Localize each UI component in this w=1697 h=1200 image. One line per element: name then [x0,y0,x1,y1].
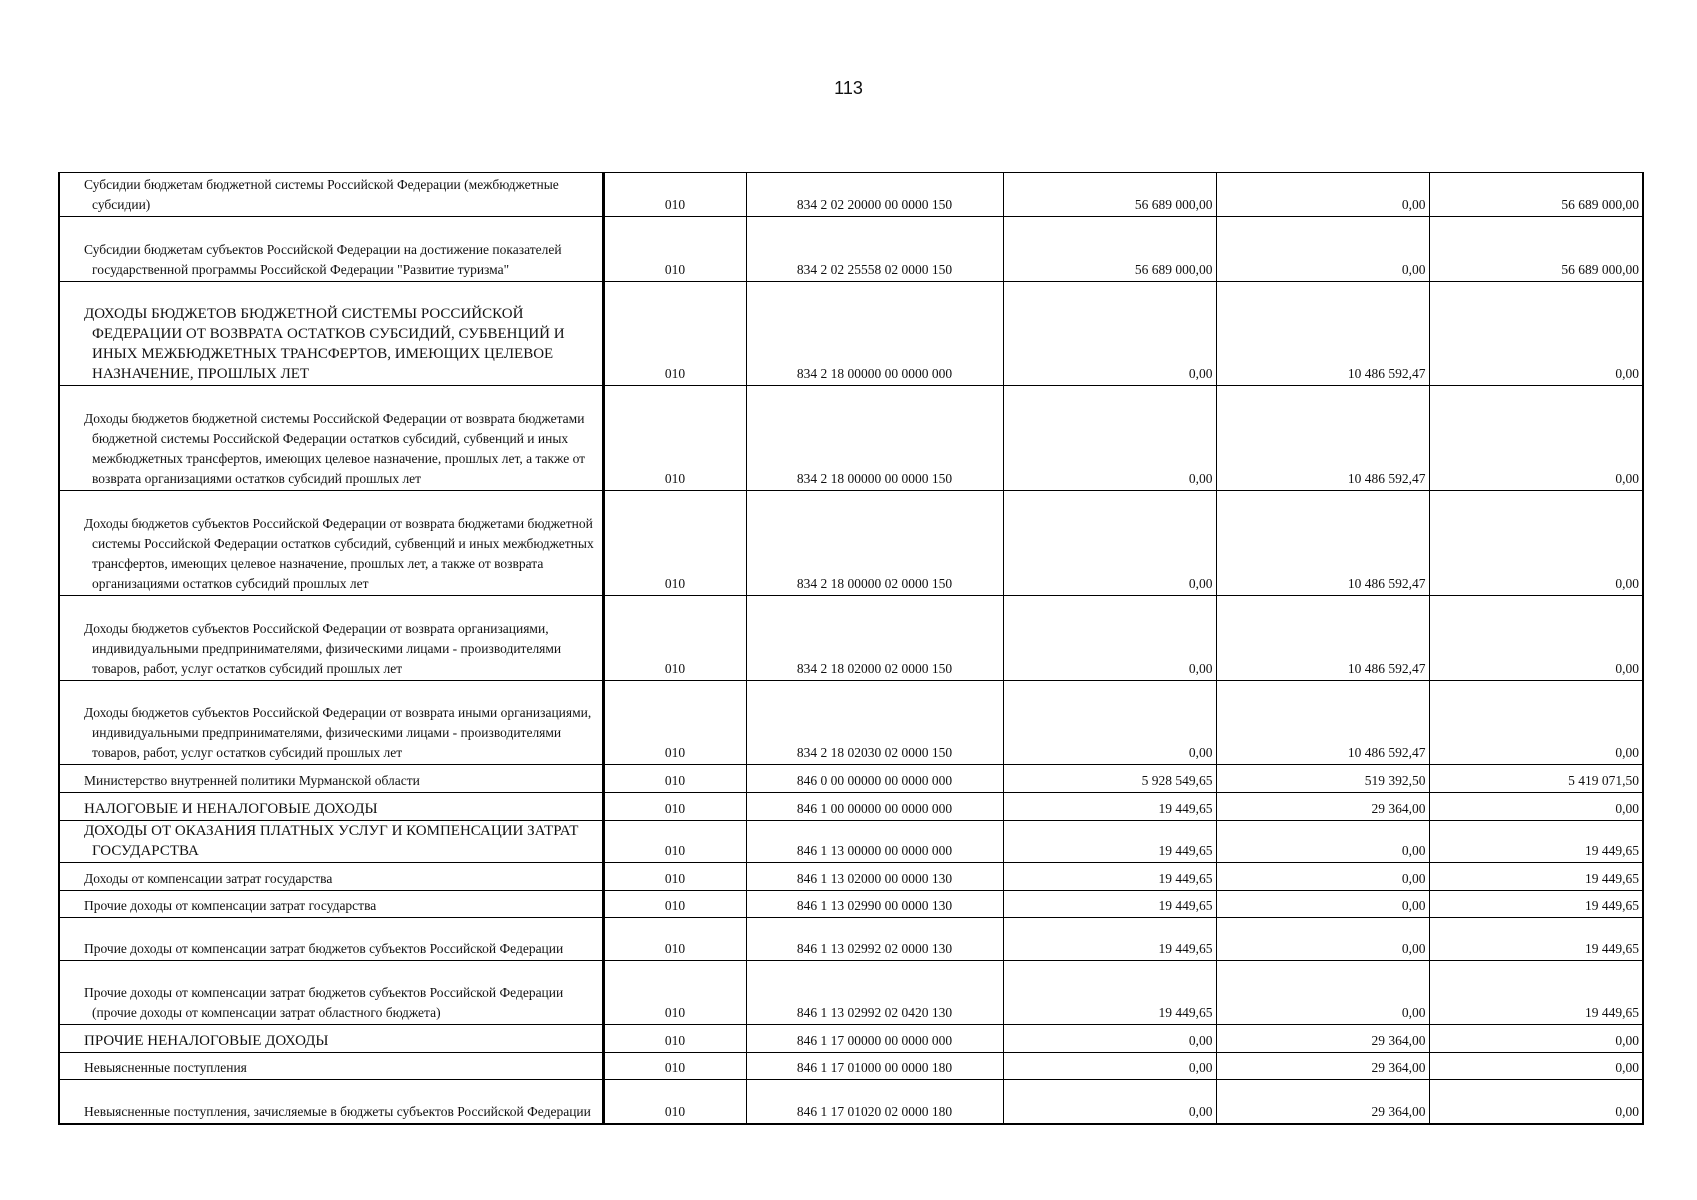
row-classification-code: 834 2 18 02000 02 0000 150 [746,596,1003,681]
row-description: Доходы от компенсации затрат государства [59,863,603,891]
row-description: Доходы бюджетов субъектов Российской Федерации от возврата бюджетами бюджетной системы Российской Федерации остатков субсидий, субвенций и иных межбюджетных трансфертов, имеющих целевое назначение, прошлых лет, а также от возврата организациями остатков субсидий прошлых лет [59,491,603,596]
row-value-1: 19 449,65 [1003,793,1216,821]
row-line-code: 010 [603,961,746,1025]
row-value-1: 19 449,65 [1003,961,1216,1025]
row-value-3: 0,00 [1429,1025,1643,1053]
table-row [59,596,1643,681]
row-classification-code: 834 2 02 20000 00 0000 150 [746,173,1003,217]
table-row [59,173,1643,217]
row-value-3: 19 449,65 [1429,863,1643,891]
row-value-2: 519 392,50 [1216,765,1429,793]
row-line-code: 010 [603,596,746,681]
table-row [59,793,1643,821]
row-description: Прочие доходы от компенсации затрат бюджетов субъектов Российской Федерации [59,918,603,961]
row-classification-code: 846 1 13 02992 02 0420 130 [746,961,1003,1025]
table-row [59,491,1643,596]
row-value-2: 29 364,00 [1216,1080,1429,1124]
row-line-code: 010 [603,1080,746,1124]
row-line-code: 010 [603,765,746,793]
row-value-3: 0,00 [1429,793,1643,821]
row-line-code: 010 [603,821,746,863]
row-description: Доходы бюджетов субъектов Российской Федерации от возврата иными организациями, индивидуальными предпринимателями, физическими лицами - производителями товаров, работ, услуг остатков субсидий прошлых лет [59,681,603,765]
table-row [59,765,1643,793]
table-row [59,891,1643,918]
row-description: Невыясненные поступления, зачисляемые в бюджеты субъектов Российской Федерации [59,1080,603,1124]
row-value-3: 5 419 071,50 [1429,765,1643,793]
table-row [59,961,1643,1025]
row-value-3: 0,00 [1429,681,1643,765]
row-value-2: 0,00 [1216,918,1429,961]
row-description: Министерство внутренней политики Мурманской области [59,765,603,793]
row-value-1: 0,00 [1003,1025,1216,1053]
table-row [59,1025,1643,1053]
row-classification-code: 846 1 13 00000 00 0000 000 [746,821,1003,863]
row-value-3: 0,00 [1429,386,1643,491]
row-classification-code: 846 0 00 00000 00 0000 000 [746,765,1003,793]
row-value-2: 0,00 [1216,173,1429,217]
row-value-2: 29 364,00 [1216,1053,1429,1080]
row-value-3: 56 689 000,00 [1429,173,1643,217]
row-line-code: 010 [603,863,746,891]
row-line-code: 010 [603,491,746,596]
row-value-2: 10 486 592,47 [1216,596,1429,681]
row-description: ПРОЧИЕ НЕНАЛОГОВЫЕ ДОХОДЫ [59,1025,603,1053]
row-value-1: 0,00 [1003,681,1216,765]
row-value-1: 0,00 [1003,1053,1216,1080]
row-value-3: 19 449,65 [1429,918,1643,961]
row-classification-code: 834 2 18 02030 02 0000 150 [746,681,1003,765]
row-value-2: 0,00 [1216,891,1429,918]
row-description: ДОХОДЫ ОТ ОКАЗАНИЯ ПЛАТНЫХ УСЛУГ И КОМПЕНСАЦИИ ЗАТРАТ ГОСУДАРСТВА [59,821,603,863]
row-line-code: 010 [603,793,746,821]
table-row [59,217,1643,282]
row-description: Прочие доходы от компенсации затрат государства [59,891,603,918]
row-value-2: 10 486 592,47 [1216,681,1429,765]
row-value-3: 0,00 [1429,1080,1643,1124]
row-classification-code: 834 2 18 00000 02 0000 150 [746,491,1003,596]
row-value-1: 19 449,65 [1003,918,1216,961]
table-row [59,386,1643,491]
table-row [59,821,1643,863]
table-row [59,282,1643,386]
row-line-code: 010 [603,217,746,282]
row-value-1: 19 449,65 [1003,821,1216,863]
row-value-1: 0,00 [1003,386,1216,491]
row-description: НАЛОГОВЫЕ И НЕНАЛОГОВЫЕ ДОХОДЫ [59,793,603,821]
row-value-2: 29 364,00 [1216,1025,1429,1053]
row-classification-code: 846 1 13 02000 00 0000 130 [746,863,1003,891]
table-row [59,1053,1643,1080]
row-line-code: 010 [603,891,746,918]
row-description: Доходы бюджетов бюджетной системы Российской Федерации от возврата бюджетами бюджетной системы Российской Федерации остатков субсидий, субвенций и иных межбюджетных трансфертов, имеющих целевое назначение, прошлых лет, а также от возврата организациями остатков субсидий прошлых лет [59,386,603,491]
revenue-table [58,172,1644,1125]
row-value-1: 0,00 [1003,491,1216,596]
row-description: Доходы бюджетов субъектов Российской Федерации от возврата организациями, индивидуальными предпринимателями, физическими лицами - производителями товаров, работ, услуг остатков субсидий прошлых лет [59,596,603,681]
row-value-2: 29 364,00 [1216,793,1429,821]
row-line-code: 010 [603,173,746,217]
row-value-2: 0,00 [1216,961,1429,1025]
row-value-1: 0,00 [1003,596,1216,681]
row-value-1: 56 689 000,00 [1003,173,1216,217]
row-line-code: 010 [603,282,746,386]
row-line-code: 010 [603,681,746,765]
row-classification-code: 846 1 17 01000 00 0000 180 [746,1053,1003,1080]
row-value-3: 0,00 [1429,491,1643,596]
row-classification-code: 846 1 17 00000 00 0000 000 [746,1025,1003,1053]
page-number: 113 [834,78,863,98]
row-value-1: 5 928 549,65 [1003,765,1216,793]
row-value-3: 0,00 [1429,596,1643,681]
row-description: Субсидии бюджетам бюджетной системы Российской Федерации (межбюджетные субсидии) [59,173,603,217]
row-classification-code: 846 1 13 02990 00 0000 130 [746,891,1003,918]
row-value-1: 56 689 000,00 [1003,217,1216,282]
table-row [59,1080,1643,1124]
row-value-1: 0,00 [1003,282,1216,386]
row-value-2: 0,00 [1216,217,1429,282]
row-value-1: 19 449,65 [1003,863,1216,891]
table-row [59,863,1643,891]
row-line-code: 010 [603,918,746,961]
row-value-3: 0,00 [1429,282,1643,386]
row-value-1: 0,00 [1003,1080,1216,1124]
row-classification-code: 846 1 00 00000 00 0000 000 [746,793,1003,821]
row-value-3: 19 449,65 [1429,961,1643,1025]
row-classification-code: 846 1 17 01020 02 0000 180 [746,1080,1003,1124]
row-classification-code: 834 2 18 00000 00 0000 000 [746,282,1003,386]
row-description: ДОХОДЫ БЮДЖЕТОВ БЮДЖЕТНОЙ СИСТЕМЫ РОССИЙСКОЙ ФЕДЕРАЦИИ ОТ ВОЗВРАТА ОСТАТКОВ СУБСИДИЙ, СУБВЕНЦИЙ И ИНЫХ МЕЖБЮДЖЕТНЫХ ТРАНСФЕРТОВ, ИМЕЮЩИХ ЦЕЛЕВОЕ НАЗНАЧЕНИЕ, ПРОШЛЫХ ЛЕТ [59,282,603,386]
row-description: Невыясненные поступления [59,1053,603,1080]
row-line-code: 010 [603,386,746,491]
row-line-code: 010 [603,1025,746,1053]
row-description: Субсидии бюджетам субъектов Российской Федерации на достижение показателей государственной программы Российской Федерации "Развитие туризма" [59,217,603,282]
table-row [59,681,1643,765]
row-value-2: 10 486 592,47 [1216,491,1429,596]
row-value-2: 10 486 592,47 [1216,386,1429,491]
row-classification-code: 834 2 18 00000 00 0000 150 [746,386,1003,491]
row-classification-code: 846 1 13 02992 02 0000 130 [746,918,1003,961]
row-value-3: 19 449,65 [1429,891,1643,918]
row-value-2: 0,00 [1216,821,1429,863]
row-classification-code: 834 2 02 25558 02 0000 150 [746,217,1003,282]
row-value-2: 10 486 592,47 [1216,282,1429,386]
row-value-3: 19 449,65 [1429,821,1643,863]
row-value-1: 19 449,65 [1003,891,1216,918]
row-description: Прочие доходы от компенсации затрат бюджетов субъектов Российской Федерации (прочие доходы от компенсации затрат областного бюджета) [59,961,603,1025]
row-value-2: 0,00 [1216,863,1429,891]
row-value-3: 56 689 000,00 [1429,217,1643,282]
row-value-3: 0,00 [1429,1053,1643,1080]
row-line-code: 010 [603,1053,746,1080]
table-row [59,918,1643,961]
